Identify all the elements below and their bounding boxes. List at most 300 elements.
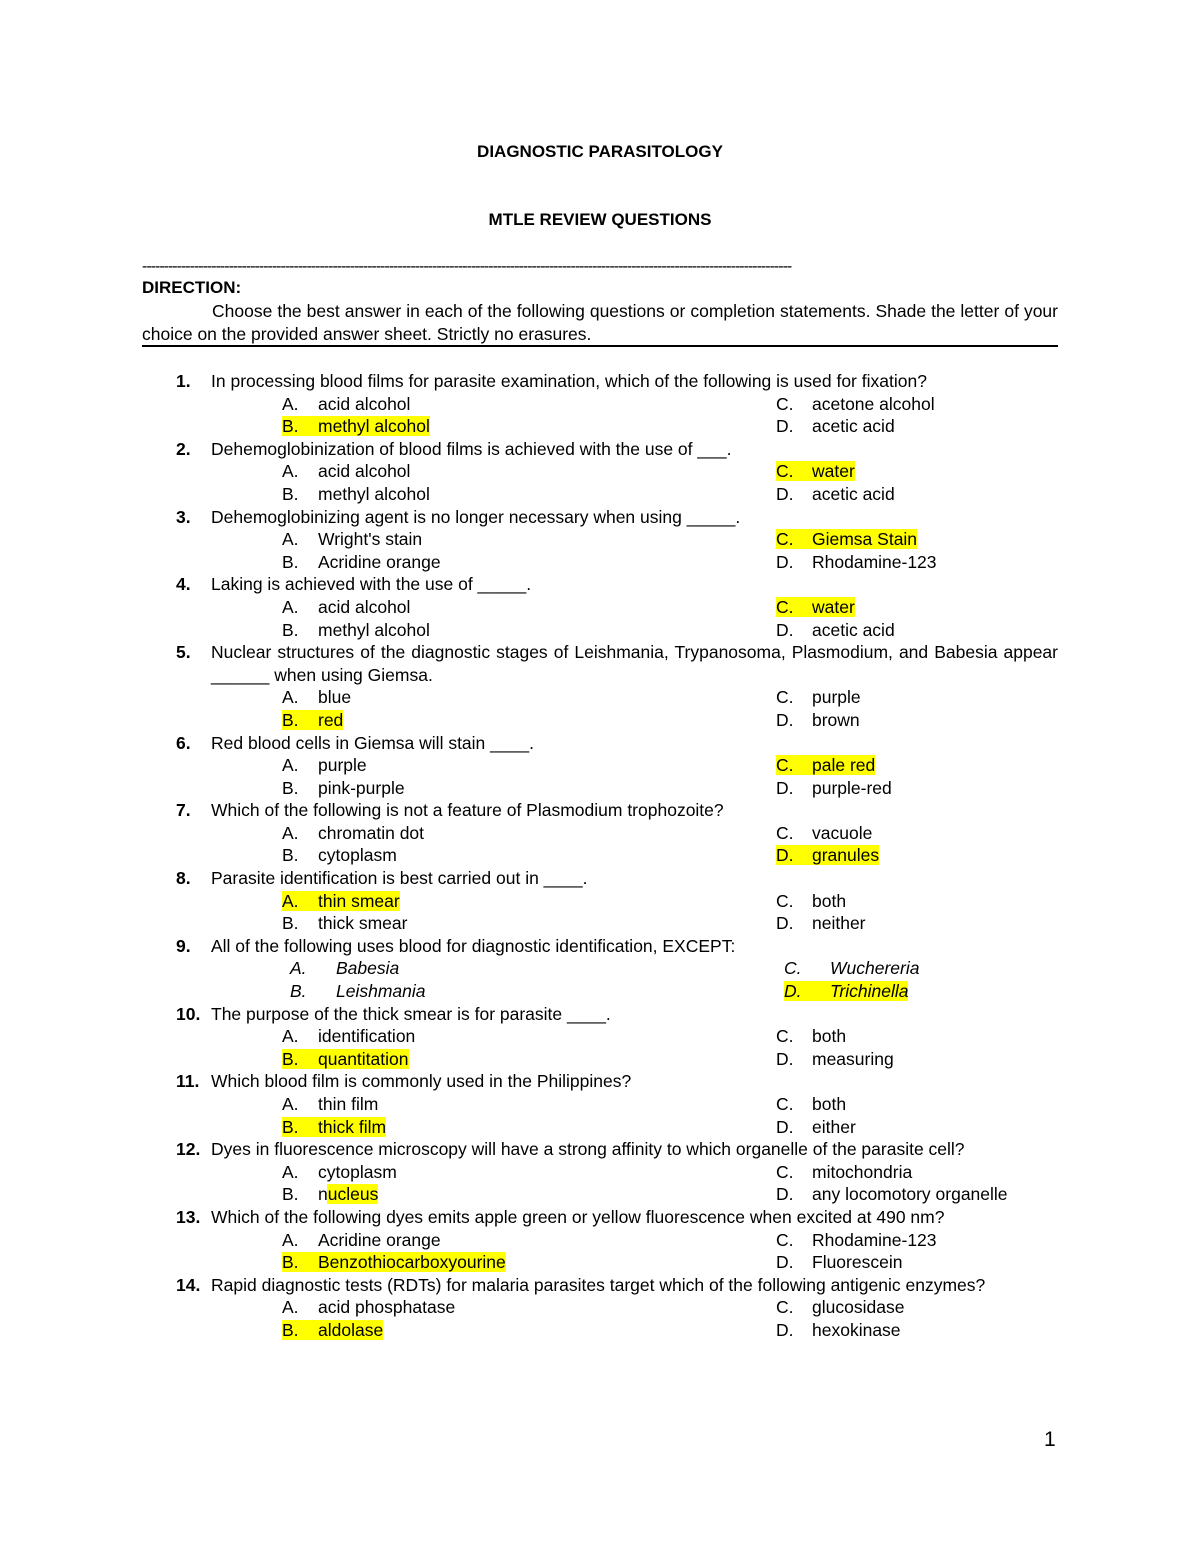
option-text: neither — [812, 913, 866, 934]
option-content — [282, 1230, 441, 1250]
question-number: 2. — [176, 438, 191, 459]
answer-option — [776, 1296, 904, 1319]
answer-option — [776, 1048, 894, 1071]
option-content — [776, 1162, 912, 1182]
option-text: both — [812, 890, 847, 911]
option-content — [282, 394, 410, 414]
option-text: Trichinella — [830, 981, 909, 1002]
document-subtitle: MTLE REVIEW QUESTIONS — [488, 210, 712, 229]
option-content — [290, 981, 426, 1001]
option-text: vacuole — [812, 822, 873, 843]
answer-option — [784, 980, 908, 1003]
option-row — [0, 1093, 1200, 1116]
option-content — [776, 620, 895, 640]
option-row — [0, 754, 1200, 777]
option-row — [0, 596, 1200, 619]
question-item — [0, 1206, 1200, 1274]
direction-label: DIRECTION: — [142, 278, 242, 297]
question-number: 13. — [176, 1206, 201, 1227]
option-row — [0, 415, 1200, 438]
question-text: Dehemoglobinization of blood films is achieved with the use of ___. — [211, 438, 732, 459]
option-letter: B. — [282, 551, 299, 572]
horizontal-rule — [142, 345, 1058, 347]
option-text: Rhodamine-123 — [812, 551, 937, 572]
option-content — [776, 416, 895, 436]
option-content — [282, 484, 430, 504]
answer-option — [282, 686, 351, 709]
option-text: any locomotory organelle — [812, 1184, 1008, 1205]
option-text: brown — [812, 709, 860, 730]
option-letter: A. — [282, 393, 299, 414]
option-text: quantitation — [318, 1048, 409, 1069]
option-letter: D. — [776, 913, 794, 934]
option-row — [0, 912, 1200, 935]
option-letter: A. — [282, 596, 299, 617]
option-row — [0, 686, 1200, 709]
answer-option — [282, 1319, 383, 1342]
correct-answer-highlight — [282, 1320, 383, 1340]
answer-option — [282, 844, 397, 867]
question-stem — [0, 370, 1058, 393]
answer-option — [282, 551, 441, 574]
option-letter: A. — [282, 529, 299, 550]
option-letter: A. — [282, 755, 299, 776]
option-text: Babesia — [336, 958, 400, 979]
answer-option — [776, 1161, 912, 1184]
option-content — [776, 1297, 904, 1317]
option-content — [776, 1252, 902, 1272]
option-row — [0, 1229, 1200, 1252]
option-text: purple-red — [812, 777, 892, 798]
correct-answer-highlight — [282, 891, 400, 911]
option-letter: A. — [282, 461, 299, 482]
option-text: thin smear — [318, 890, 400, 911]
answer-option — [282, 460, 410, 483]
answer-option — [776, 1229, 937, 1252]
option-row — [0, 551, 1200, 574]
option-text: aldolase — [318, 1319, 384, 1340]
question-item — [0, 867, 1200, 935]
option-content — [776, 913, 866, 933]
question-number: 8. — [176, 868, 191, 889]
option-text: purple — [318, 755, 367, 776]
option-letter: C. — [776, 822, 794, 843]
option-text: either — [812, 1116, 856, 1137]
option-content — [776, 1049, 894, 1069]
option-text: methyl alcohol — [318, 483, 430, 504]
option-letter: D. — [776, 1048, 794, 1069]
option-text: methyl alcohol — [318, 416, 430, 437]
answer-option — [282, 1161, 397, 1184]
option-content — [776, 1117, 856, 1137]
answer-option — [776, 890, 846, 913]
answer-option — [776, 777, 892, 800]
answer-option — [282, 619, 430, 642]
option-content — [282, 1162, 397, 1182]
question-text: In processing blood films for parasite examination, which of the following is used for fixation? — [211, 371, 927, 391]
answer-option — [776, 754, 875, 777]
option-row — [0, 483, 1200, 506]
answer-option — [282, 1093, 378, 1116]
option-content — [282, 597, 410, 617]
option-content — [282, 1094, 378, 1114]
option-letter: C. — [776, 461, 794, 482]
answer-option — [282, 596, 410, 619]
option-letter: A. — [282, 1161, 299, 1182]
answer-option — [282, 1116, 386, 1139]
option-content — [282, 552, 441, 572]
option-letter: D. — [776, 777, 794, 798]
dashed-separator: ------------------------------------------------------------------------------------------------------------------------------------------------------ — [142, 258, 792, 275]
direction-text: Choose the best answer in each of the following questions or completion statements. Shade the letter of your choice on the provided answer sheet. Strictly no erasures. — [142, 301, 1058, 344]
answer-option — [282, 1229, 441, 1252]
correct-answer-highlight — [776, 529, 917, 549]
option-row — [0, 1296, 1200, 1319]
option-row — [0, 844, 1200, 867]
option-text: measuring — [812, 1048, 894, 1069]
option-letter: B. — [282, 1319, 299, 1340]
option-letter: C. — [776, 1094, 794, 1114]
option-letter: B. — [282, 913, 299, 934]
option-letter: A. — [282, 1094, 299, 1114]
option-row — [0, 1251, 1200, 1274]
option-letter: A. — [282, 822, 299, 843]
question-text: Parasite identification is best carried out in ____. — [211, 868, 588, 889]
option-letter: C. — [776, 1229, 794, 1250]
option-letter: D. — [776, 709, 794, 730]
option-letter: B. — [282, 709, 299, 730]
question-number: 14. — [176, 1274, 201, 1295]
question-stem — [0, 438, 1058, 461]
option-text: both — [812, 1094, 847, 1114]
option-content — [776, 710, 860, 730]
option-content — [776, 1184, 1008, 1204]
answer-option — [776, 483, 895, 506]
option-text: glucosidase — [812, 1297, 905, 1318]
option-content — [282, 1297, 455, 1317]
question-text: The purpose of the thick smear is for parasite ____. — [211, 1003, 611, 1024]
question-number: 7. — [176, 800, 191, 821]
option-text: chromatin dot — [318, 822, 425, 843]
option-text: thick film — [318, 1116, 387, 1137]
option-text: blue — [318, 687, 352, 708]
question-stem — [0, 1003, 1058, 1026]
answer-option — [282, 890, 400, 913]
option-text: acid phosphatase — [318, 1297, 456, 1318]
question-item — [0, 1070, 1200, 1138]
option-letter: C. — [784, 958, 802, 979]
answer-option — [776, 528, 917, 551]
option-text: red — [318, 709, 344, 730]
question-stem — [0, 1070, 1058, 1093]
option-content — [282, 778, 405, 798]
option-content — [776, 1320, 901, 1340]
option-text: Wright's stain — [318, 529, 423, 550]
correct-answer-highlight — [282, 1252, 506, 1272]
option-content — [776, 778, 892, 798]
option-row — [0, 528, 1200, 551]
option-letter: D. — [776, 416, 794, 437]
option-text: both — [812, 1026, 847, 1047]
question-item — [0, 506, 1200, 574]
correct-answer-highlight — [282, 1117, 386, 1137]
option-content — [282, 620, 430, 640]
option-letter: C. — [776, 1297, 794, 1318]
option-text: acid alcohol — [318, 461, 411, 482]
question-item — [0, 1274, 1200, 1342]
answer-option — [282, 1296, 455, 1319]
question-stem — [0, 1138, 1058, 1161]
option-text: Leishmania — [336, 981, 426, 1002]
option-letter: B. — [282, 619, 299, 640]
correct-answer-highlight — [776, 755, 875, 775]
question-text: Dehemoglobinizing agent is no longer necessary when using _____. — [211, 506, 741, 527]
option-row — [0, 393, 1200, 416]
question-number: 4. — [176, 574, 191, 595]
question-number: 9. — [176, 935, 191, 956]
answer-option — [282, 1048, 409, 1071]
option-text: purple — [812, 687, 861, 708]
page-number: 1 — [1044, 1428, 1056, 1451]
answer-option — [282, 709, 343, 732]
option-text: methyl alcohol — [318, 619, 430, 640]
option-row — [0, 957, 1200, 980]
option-letter: D. — [776, 845, 794, 866]
correct-answer-highlight: nucleus — [318, 1184, 379, 1205]
option-letter: C. — [776, 1161, 794, 1182]
question-stem — [0, 732, 1058, 755]
correct-answer-highlight — [776, 461, 855, 481]
option-text: acid alcohol — [318, 596, 411, 617]
question-item — [0, 1138, 1200, 1206]
option-content — [282, 529, 422, 549]
question-item — [0, 732, 1200, 800]
answer-option — [776, 1319, 901, 1342]
answer-option — [776, 912, 866, 935]
answer-option — [282, 1025, 415, 1048]
option-letter: B. — [282, 1048, 299, 1069]
option-row — [0, 822, 1200, 845]
option-content — [282, 823, 424, 843]
question-stem — [0, 573, 1058, 596]
answer-option — [282, 912, 407, 935]
question-text: Dyes in fluorescence microscopy will have a strong affinity to which organelle of the parasite cell? — [211, 1139, 965, 1160]
question-item — [0, 573, 1200, 641]
option-row — [0, 980, 1200, 1003]
option-content — [282, 1184, 378, 1204]
question-stem — [0, 799, 1058, 822]
option-text: Acridine orange — [318, 551, 441, 572]
option-letter: B. — [282, 1252, 299, 1273]
answer-option — [282, 415, 430, 438]
option-text: acetic acid — [812, 416, 895, 437]
question-text: Red blood cells in Giemsa will stain ____. — [211, 732, 534, 753]
option-content — [776, 1230, 937, 1250]
document-title: DIAGNOSTIC PARASITOLOGY — [477, 142, 723, 161]
option-text: thin film — [318, 1094, 379, 1114]
question-stem — [0, 867, 1058, 890]
answer-option — [282, 754, 367, 777]
answer-option — [776, 822, 872, 845]
option-letter: B. — [290, 981, 307, 1002]
option-row — [0, 777, 1200, 800]
option-text: identification — [318, 1026, 416, 1047]
option-text: Giemsa Stain — [812, 529, 918, 550]
question-list — [0, 370, 1200, 1342]
option-text: acetone alcohol — [812, 393, 935, 414]
answer-option — [776, 596, 855, 619]
question-text: Nuclear structures of the diagnostic stages of Leishmania, Trypanosoma, Plasmodium, and Babesia appear ______ when using Giemsa. — [211, 642, 1058, 685]
option-letter: C. — [776, 529, 794, 550]
option-content — [776, 484, 895, 504]
answer-option — [282, 1251, 506, 1274]
question-text: Rapid diagnostic tests (RDTs) for malaria parasites target which of the following antigenic enzymes? — [211, 1274, 986, 1295]
option-row — [0, 1025, 1200, 1048]
option-row — [0, 709, 1200, 732]
option-text: Fluorescein — [812, 1252, 903, 1273]
option-text: water — [812, 461, 855, 482]
option-row — [0, 1116, 1200, 1139]
option-content — [282, 1026, 415, 1046]
answer-option — [776, 1183, 1008, 1206]
answer-option — [776, 619, 895, 642]
option-letter: D. — [776, 619, 794, 640]
option-letter: B. — [282, 777, 299, 798]
option-text: Benzothiocarboxyourine — [318, 1252, 506, 1273]
option-content — [282, 755, 367, 775]
question-stem — [0, 935, 1058, 958]
option-text: thick smear — [318, 913, 408, 934]
option-letter: A. — [282, 1297, 299, 1318]
option-content — [282, 687, 351, 707]
option-text: Acridine orange — [318, 1229, 441, 1250]
option-row — [0, 619, 1200, 642]
option-text: acetic acid — [812, 619, 895, 640]
question-number: 10. — [176, 1003, 201, 1024]
correct-answer-highlight — [282, 1049, 409, 1069]
question-number: 3. — [176, 506, 191, 527]
question-item — [0, 1003, 1200, 1071]
option-letter: D. — [776, 1319, 794, 1340]
question-text: Laking is achieved with the use of _____. — [211, 574, 532, 595]
answer-option — [282, 822, 424, 845]
correct-answer-highlight — [776, 597, 855, 617]
option-row — [0, 890, 1200, 913]
answer-option — [282, 528, 422, 551]
question-text: All of the following uses blood for diagnostic identification, EXCEPT: — [211, 935, 736, 956]
option-row — [0, 1319, 1200, 1342]
option-row — [0, 1048, 1200, 1071]
option-letter: A. — [282, 890, 299, 911]
question-item — [0, 641, 1200, 731]
question-text: Which of the following is not a feature of Plasmodium trophozoite? — [211, 800, 724, 821]
question-stem — [0, 1206, 1058, 1229]
option-content — [776, 1026, 846, 1046]
option-text: Rhodamine-123 — [812, 1229, 937, 1250]
option-letter: C. — [776, 1026, 794, 1047]
question-number: 1. — [176, 371, 191, 391]
question-number: 12. — [176, 1139, 201, 1160]
answer-option — [776, 460, 855, 483]
option-text: hexokinase — [812, 1319, 901, 1340]
option-text: Wuchereria — [830, 958, 920, 979]
answer-option — [776, 393, 935, 416]
option-letter: C. — [776, 890, 794, 911]
option-text: pink-purple — [318, 777, 405, 798]
correct-answer-highlight — [282, 710, 343, 730]
question-text: Which blood film is commonly used in the Philippines? — [211, 1071, 632, 1092]
answer-option — [776, 686, 861, 709]
answer-option — [776, 1116, 856, 1139]
option-row — [0, 460, 1200, 483]
option-content — [282, 913, 407, 933]
option-letter: D. — [776, 1252, 794, 1273]
option-content — [776, 394, 935, 414]
option-letter: B. — [282, 1184, 299, 1205]
option-letter: D. — [776, 483, 794, 504]
question-text: Which of the following dyes emits apple green or yellow fluorescence when excited at 490 nm? — [211, 1206, 945, 1227]
option-letter: D. — [776, 551, 794, 572]
option-text: cytoplasm — [318, 845, 397, 866]
answer-option — [290, 980, 426, 1003]
option-letter: B. — [282, 416, 299, 437]
answer-option — [776, 1093, 846, 1116]
option-letter: C. — [776, 755, 794, 776]
option-content — [784, 958, 919, 978]
correct-answer-highlight — [776, 845, 879, 865]
option-letter: B. — [282, 1116, 299, 1137]
question-item — [0, 370, 1200, 438]
option-content — [776, 891, 846, 911]
option-text: acid alcohol — [318, 393, 411, 414]
option-letter: B. — [282, 845, 299, 866]
option-text: cytoplasm — [318, 1161, 397, 1182]
option-letter: A. — [290, 958, 307, 979]
option-letter: D. — [784, 981, 802, 1002]
option-content — [776, 687, 861, 707]
option-text: water — [812, 596, 855, 617]
answer-option — [282, 393, 410, 416]
option-letter: C. — [776, 393, 794, 414]
question-number: 11. — [176, 1071, 200, 1092]
option-content — [776, 552, 937, 572]
answer-option — [776, 709, 860, 732]
option-letter: B. — [282, 483, 299, 504]
option-letter: D. — [776, 1116, 794, 1137]
correct-answer-highlight — [784, 981, 908, 1001]
question-item — [0, 799, 1200, 867]
question-number: 5. — [176, 642, 191, 663]
option-letter: A. — [282, 687, 299, 708]
option-letter: D. — [776, 1184, 794, 1205]
answer-option — [282, 483, 430, 506]
answer-option — [784, 957, 919, 980]
answer-option — [776, 844, 879, 867]
option-text: mitochondria — [812, 1161, 913, 1182]
option-letter: C. — [776, 687, 794, 708]
answer-option — [776, 415, 895, 438]
answer-option — [290, 957, 399, 980]
option-text: acetic acid — [812, 483, 895, 504]
option-row — [0, 1161, 1200, 1184]
question-stem — [0, 641, 1058, 686]
option-letter: C. — [776, 596, 794, 617]
option-content — [290, 958, 399, 978]
option-content — [776, 1094, 846, 1114]
option-content — [282, 845, 397, 865]
correct-answer-highlight — [282, 416, 430, 436]
question-number: 6. — [176, 732, 191, 753]
